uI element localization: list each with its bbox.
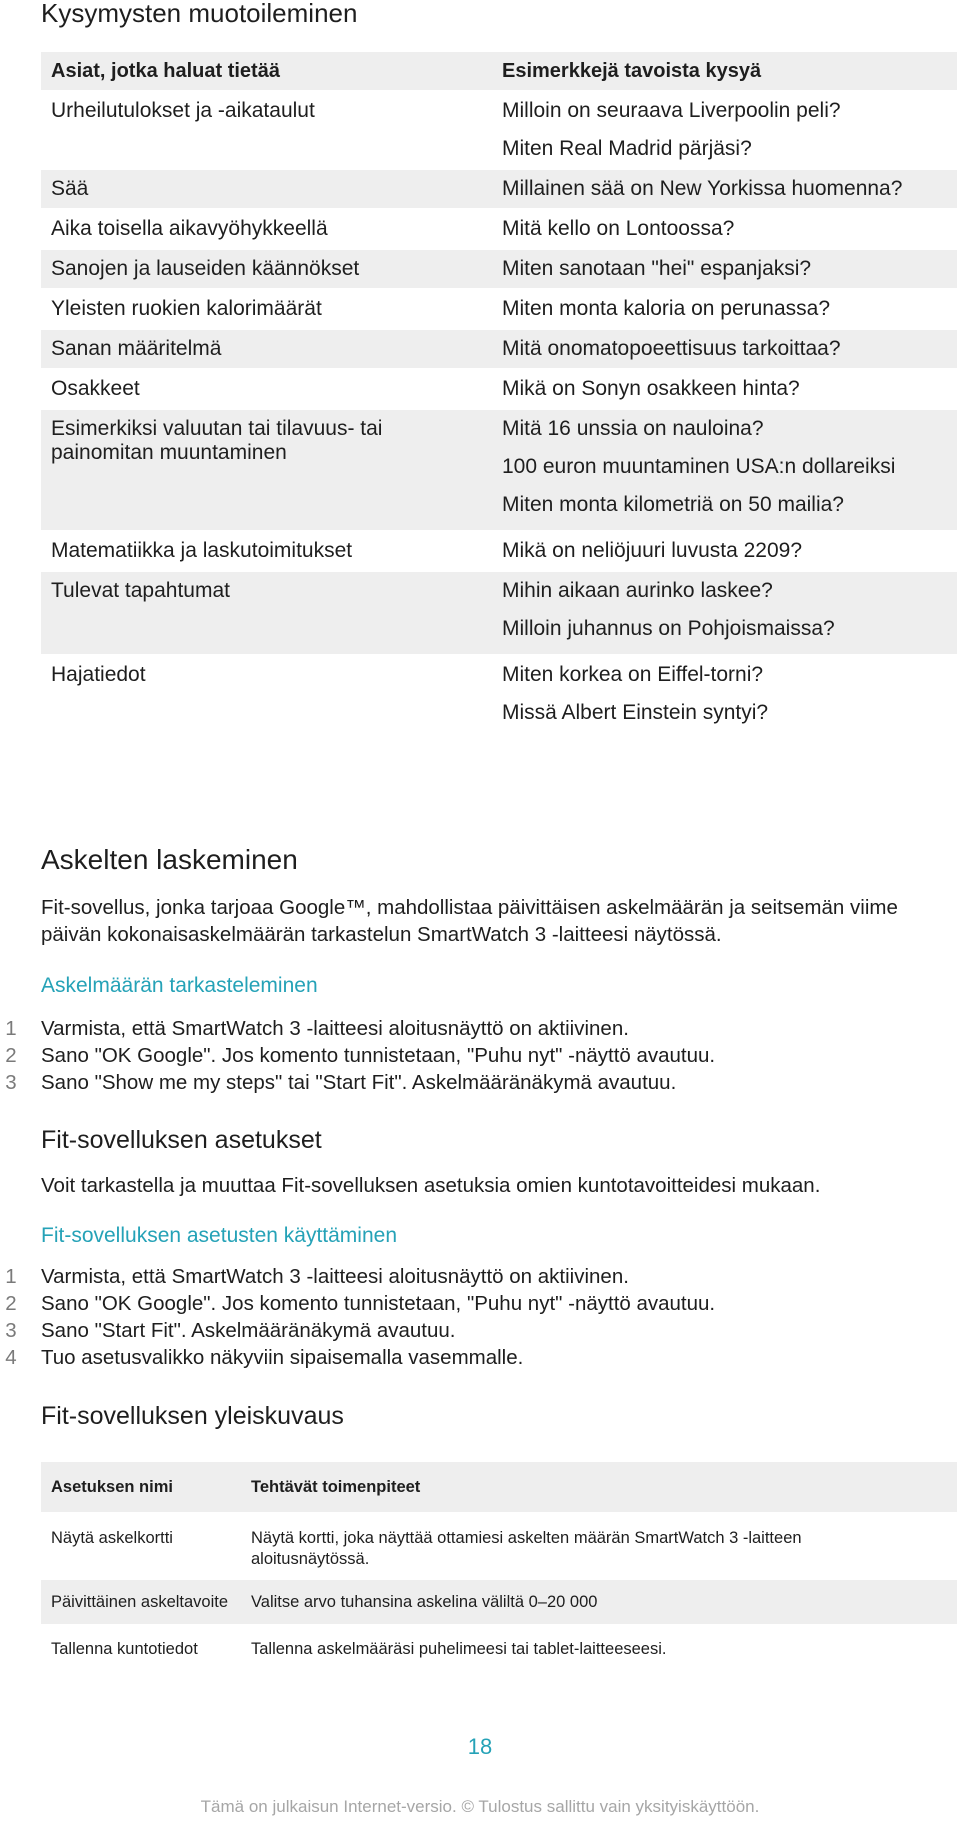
table-row — [41, 1624, 957, 1672]
list-item — [0, 1015, 715, 1042]
topic-cell: Yleisten ruokien kalorimäärät — [51, 297, 322, 320]
column-header-actions: Tehtävät toimenpiteet — [251, 1477, 421, 1496]
table-row — [41, 168, 957, 208]
example-cell: Milloin on seuraava Liverpoolin peli? — [502, 99, 841, 122]
column-header-examples: Esimerkkejä tavoista kysyä — [502, 60, 762, 82]
example-cell: Miten korkea on Eiffel-torni? — [502, 663, 764, 686]
step-number: 1 — [5, 1265, 17, 1288]
topic-cell: Tulevat tapahtumat — [51, 579, 230, 602]
step-number: 3 — [5, 1319, 17, 1342]
topic-cell: painomitan muuntaminen — [51, 441, 287, 464]
step-number: 3 — [5, 1071, 17, 1094]
table-row — [41, 1578, 957, 1624]
example-cell: Miten sanotaan "hei" espanjaksi? — [502, 257, 812, 280]
setting-name-cell: Tallenna kuntotiedot — [51, 1639, 198, 1658]
table-row — [41, 248, 957, 288]
table-row — [41, 368, 957, 408]
example-cell: Miten Real Madrid pärjäsi? — [502, 137, 752, 160]
step-text: Sano "OK Google". Jos komento tunnistetaan, "Puhu nyt" -näyttö avautuu. — [41, 1044, 716, 1067]
example-cell: Mihin aikaan aurinko laskee? — [502, 579, 773, 602]
setting-action-cell: Näytä kortti, joka näyttää ottamiesi askelten määrän SmartWatch 3 -laitteen — [251, 1529, 802, 1547]
section-title-query: Kysymysten muotoileminen — [41, 0, 358, 28]
example-cell: Mikä on Sonyn osakkeen hinta? — [502, 377, 800, 400]
topic-cell: Esimerkiksi valuutan tai tilavuus- tai — [51, 417, 383, 440]
example-cell: Mitä kello on Lontoossa? — [502, 217, 735, 240]
table-header-row — [41, 50, 957, 90]
topic-cell: Osakkeet — [51, 377, 140, 400]
step-number: 1 — [5, 1017, 17, 1040]
topic-cell: Hajatiedot — [51, 663, 146, 686]
table-row — [41, 654, 957, 732]
topic-cell: Sanan määritelmä — [51, 337, 222, 360]
footer-note: Tämä on julkaisun Internet-versio. © Tulostus sallittu vain yksityiskäyttöön. — [200, 1797, 760, 1816]
step-text: Varmista, että SmartWatch 3 -laitteesi aloitusnäyttö on aktiivinen. — [41, 1017, 629, 1040]
list-item — [0, 1042, 715, 1069]
table-row — [41, 570, 957, 654]
step-text: Varmista, että SmartWatch 3 -laitteesi aloitusnäyttö on aktiivinen. — [41, 1265, 629, 1288]
setting-action-cell: aloitusnäytössä. — [251, 1550, 370, 1568]
topic-cell: Matematiikka ja laskutoimitukset — [51, 539, 353, 562]
section-title-steps: Askelten laskeminen — [41, 844, 298, 875]
example-cell: Milloin juhannus on Pohjoismaissa? — [502, 617, 835, 640]
task-title-settings: Fit-sovelluksen asetusten käyttäminen — [41, 1224, 398, 1247]
setting-name-cell: Näytä askelkortti — [51, 1529, 173, 1547]
step-number: 4 — [5, 1346, 17, 1369]
table-row — [41, 530, 957, 570]
example-cell: 100 euron muuntaminen USA:n dollareiksi — [502, 455, 896, 478]
step-text: Sano "Show me my steps" tai "Start Fit". Askelmääränäkymä avautuu. — [41, 1071, 677, 1094]
table-row — [41, 408, 957, 530]
example-cell: Mitä 16 unssia on nauloina? — [502, 417, 764, 440]
list-item — [0, 1069, 715, 1096]
table-row — [41, 288, 957, 328]
topic-cell: Urheilutulokset ja -aikataulut — [51, 99, 315, 122]
settings-steps-list — [0, 1263, 715, 1371]
table-row — [41, 208, 957, 248]
section-title-overview: Fit-sovelluksen yleiskuvaus — [41, 1402, 344, 1430]
step-number: 2 — [5, 1044, 17, 1067]
step-text: Sano "OK Google". Jos komento tunnistetaan, "Puhu nyt" -näyttö avautuu. — [41, 1292, 716, 1315]
page-number: 18 — [467, 1734, 493, 1759]
setting-action-cell: Tallenna askelmääräsi puhelimeesi tai tablet-laitteeseesi. — [251, 1639, 667, 1658]
query-examples-table — [41, 50, 957, 732]
topic-cell: Sanojen ja lauseiden käännökset — [51, 257, 360, 280]
step-text: Tuo asetusvalikko näkyviin sipaisemalla vasemmalle. — [41, 1346, 524, 1369]
table-row — [41, 90, 957, 168]
table-header-row — [41, 1460, 957, 1512]
example-cell: Mitä onomatopoeettisuus tarkoittaa? — [502, 337, 841, 360]
task-title-view-steps: Askelmäärän tarkasteleminen — [41, 974, 318, 997]
example-cell: Mikä on neliöjuuri luvusta 2209? — [502, 539, 803, 562]
step-number: 2 — [5, 1292, 17, 1315]
list-item — [0, 1263, 715, 1290]
example-cell: Miten monta kaloria on perunassa? — [502, 297, 831, 320]
fit-settings-table — [41, 1460, 957, 1672]
steps-intro-paragraph: Fit-sovellus, jonka tarjoaa Google™, mahdollistaa päivittäisen askelmäärän ja seitsemän viime päivän kokonaisaskelmäärän tarkastelun SmartWatch 3 -laitteesi näytössä. — [41, 896, 898, 946]
example-cell: Miten monta kilometriä on 50 mailia? — [502, 493, 844, 516]
example-cell: Millainen sää on New Yorkissa huomenna? — [502, 177, 903, 200]
list-item — [0, 1290, 715, 1317]
topic-cell: Aika toisella aikavyöhykkeellä — [51, 217, 328, 240]
column-header-topic: Asiat, jotka haluat tietää — [51, 60, 280, 82]
topic-cell: Sää — [51, 177, 89, 200]
column-header-setting-name: Asetuksen nimi — [51, 1477, 173, 1496]
table-row — [41, 1512, 957, 1578]
example-cell: Missä Albert Einstein syntyi? — [502, 701, 769, 724]
list-item — [0, 1344, 715, 1371]
setting-name-cell: Päivittäinen askeltavoite — [51, 1592, 229, 1611]
settings-intro-paragraph: Voit tarkastella ja muuttaa Fit-sovelluksen asetuksia omien kuntotavoitteidesi mukaan. — [41, 1174, 821, 1197]
table-row — [41, 328, 957, 368]
section-title-settings: Fit-sovelluksen asetukset — [41, 1126, 322, 1154]
setting-action-cell: Valitse arvo tuhansina askelina väliltä 0–20 000 — [251, 1592, 598, 1611]
steps-list — [0, 1015, 715, 1096]
list-item — [0, 1317, 715, 1344]
step-text: Sano "Start Fit". Askelmääränäkymä avautuu. — [41, 1319, 456, 1342]
